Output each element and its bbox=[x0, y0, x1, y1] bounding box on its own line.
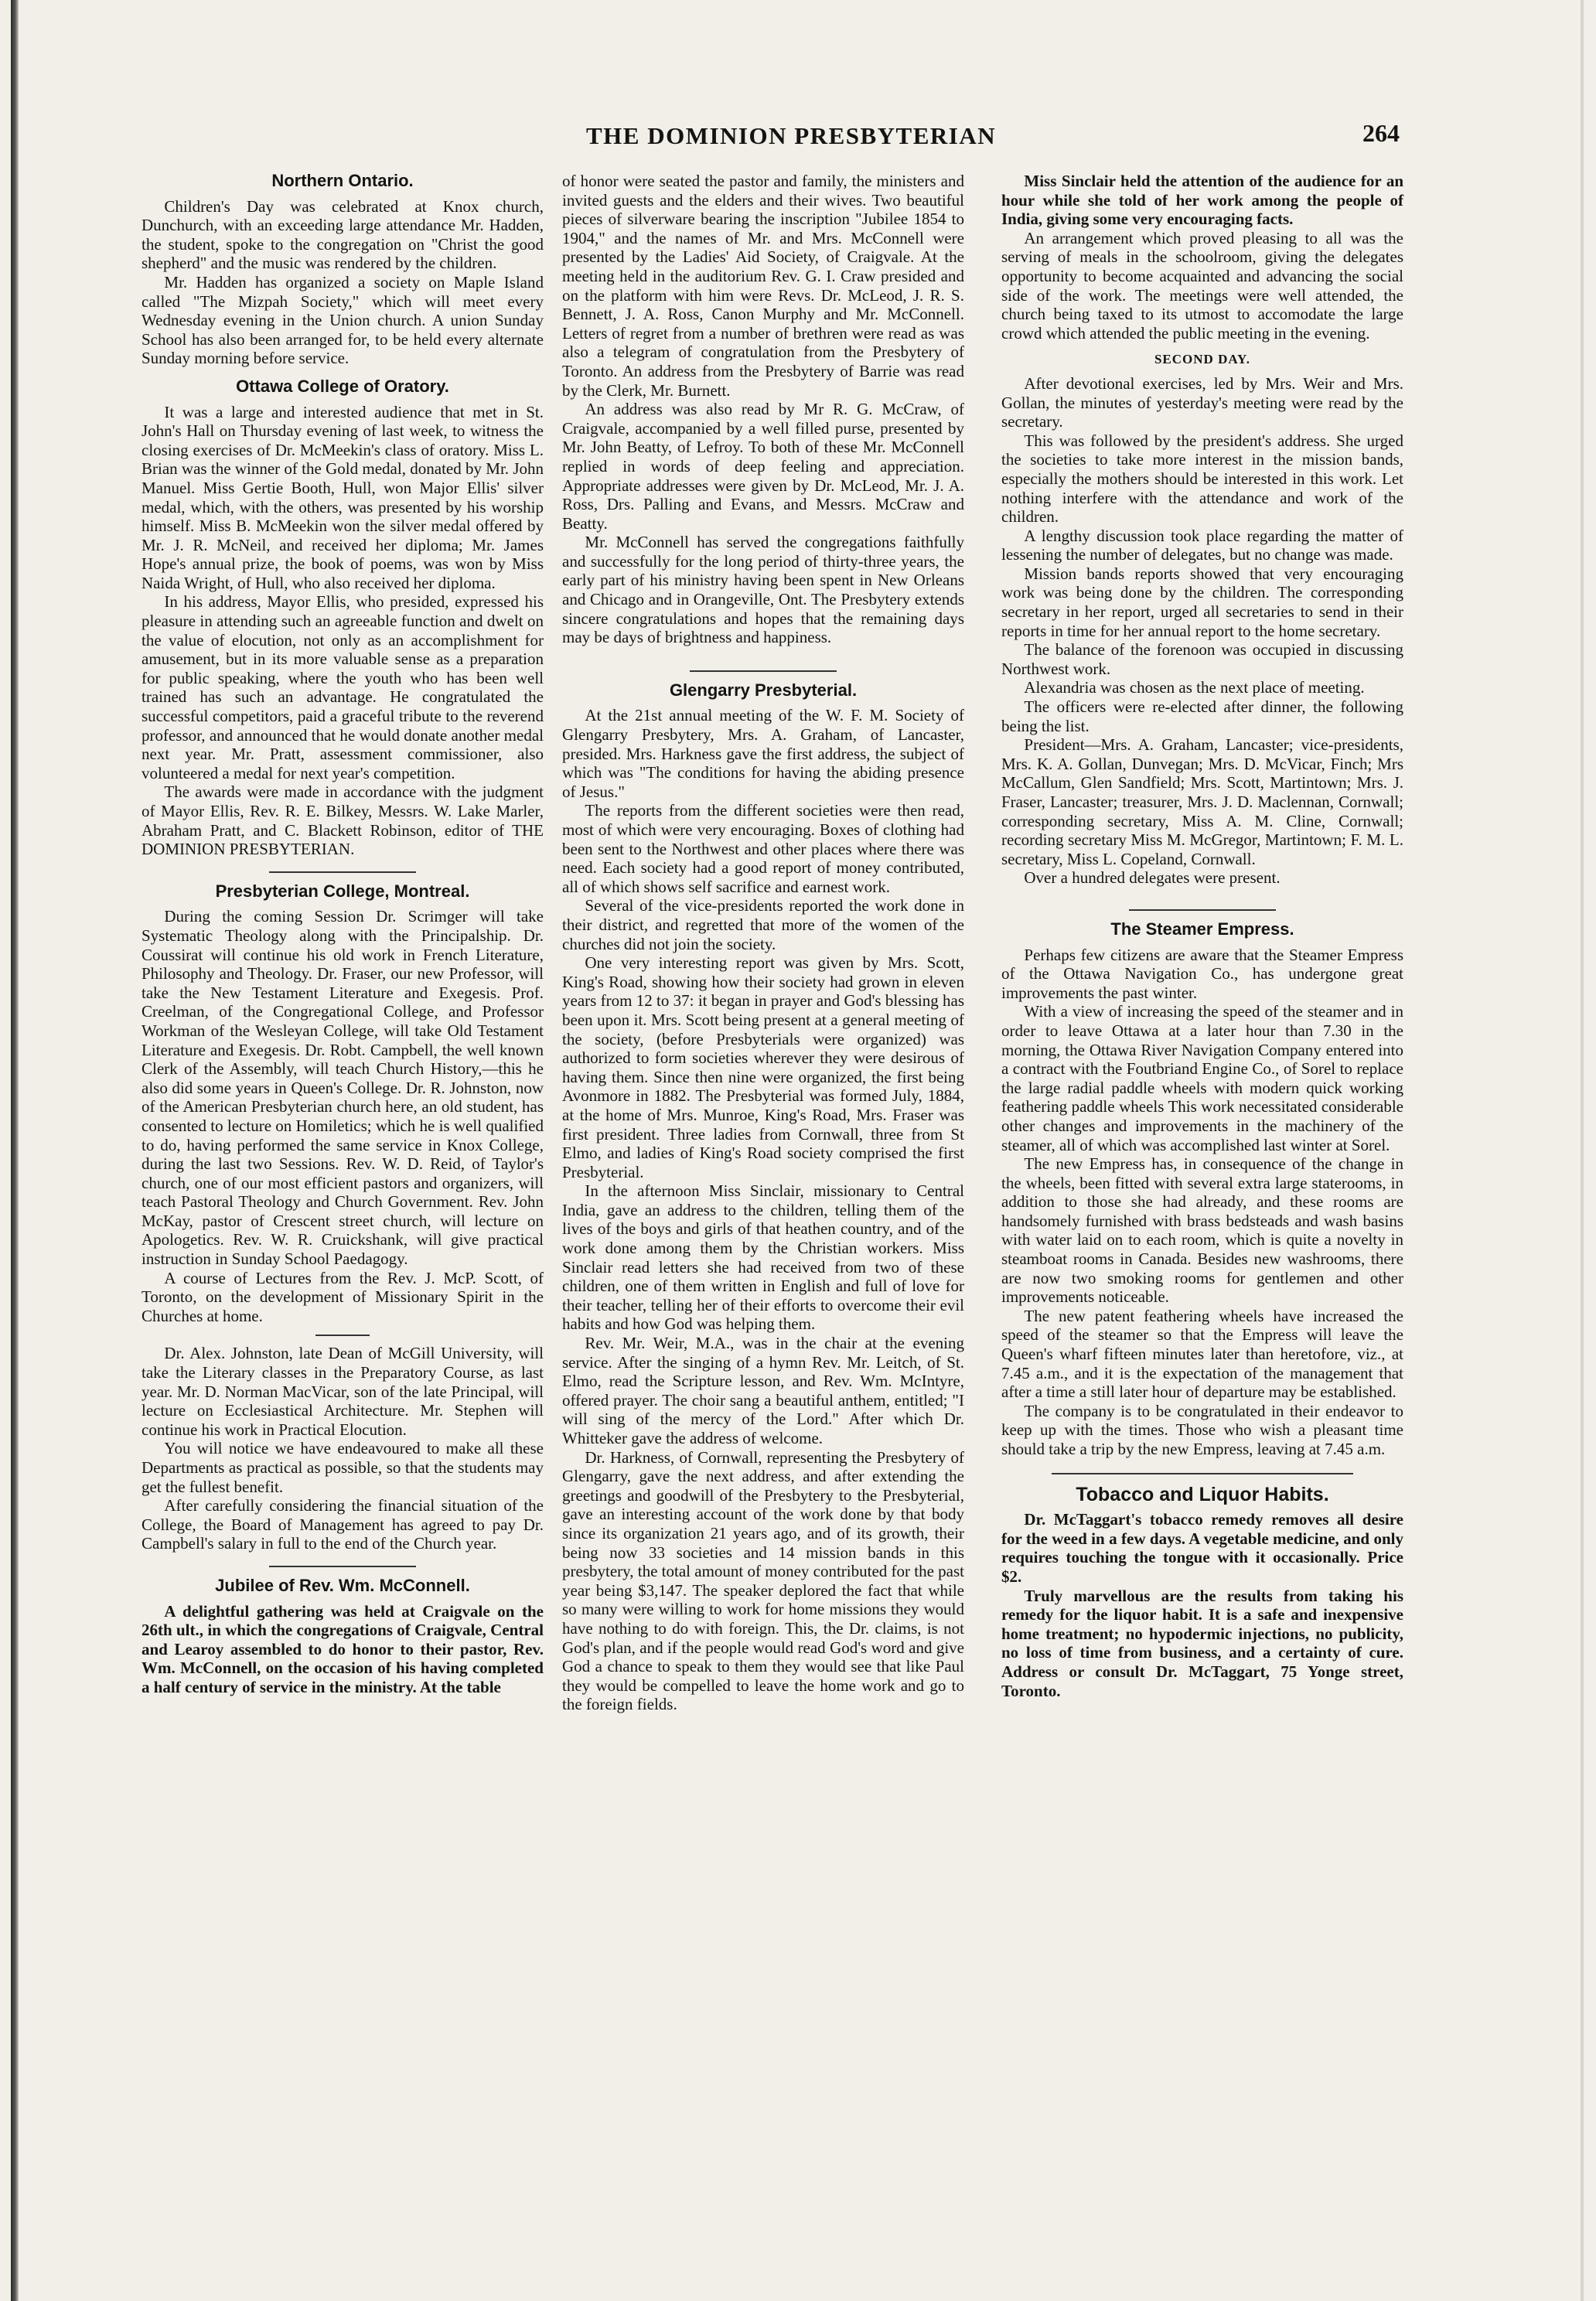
paragraph: Mr. McConnell has served the congregations faithfully and successfully for the long period of thirty-three years, the early part of his ministry having been spent in New Orleans and Chicago and in Orangeville, Ont. The Presbytery extends sincere congratulations and hopes that the remaining days may be days of brightness and happiness. bbox=[562, 533, 964, 647]
paragraph: At the 21st annual meeting of the W. F. M. Society of Glengarry Presbytery, Mrs. A. Graham, of Lancaster, presided. Mrs. Harkness gave the first address, the subject of which was "The conditions for having the abiding presence of Jesus." bbox=[562, 706, 964, 801]
paragraph: This was followed by the president's address. She urged the societies to take more interest in the mission bands, especially the mothers should be interested in this work. Let nothing interfere with the attendance and work of the children. bbox=[1001, 431, 1403, 527]
paragraph: One very interesting report was given by Mrs. Scott, King's Road, showing how their society had grown in eleven years from 12 to 37: it began in prayer and God's blessing has been upon it. Mrs. Scott being present at a general meeting of the society, (before Presbyterials were organized) was authorized to form societies wherever they were desirous of having them. Since then nine were organized, the first being Avonmore in 1882. The Presbyterial was formed July, 1884, at the home of Mrs. Munroe, King's Road, Mrs. Fraser was first president. Three ladies from Cornwall, three from St Elmo, and ladies of King's Road society comprised the first Presbyterial. bbox=[562, 953, 964, 1181]
paragraph: The new patent feathering wheels have increased the speed of the steamer so that the Empress will leave the Queen's wharf fifteen minutes later than heretofore, viz., at 7.45 a.m., and it is the expectation of the management that after a time a still later hour of departure may be established. bbox=[1001, 1306, 1403, 1402]
paragraph: After carefully considering the financial situation of the College, the Board of Management has agreed to pay Dr. Campbell's salary in full to the end of the Church year. bbox=[142, 1496, 544, 1553]
paragraph: The officers were re-elected after dinner, the following being the list. bbox=[1001, 697, 1403, 735]
paragraph: Mr. Hadden has organized a society on Maple Island called "The Mizpah Society," which will meet every Wednesday evening in the Union church. A union Sunday School has also been arranged for, to be held every alternate Sunday morning before service. bbox=[142, 272, 544, 368]
masthead bbox=[0, 119, 1596, 153]
paragraph: Dr. Harkness, of Cornwall, representing the Presbytery of Glengarry, gave the next address, and after extending the greetings and goodwill of the Presbytery to the Presbyterial, gave an interesting account of the work done by that body since its organization 21 years ago, and of its growth, their being now 33 societies and 14 mission bands in this presbytery, the total amount of money contributed for the past year being $3,147. The speaker deplored the fact that while so many were willing to work for home missions they would have nothing to do with foreign. This, the Dr. claims, is not God's plan, and if the people would read God's word and give God a chance to speak to them they would see that like Paul they would be compelled to leave the home work and go to the foreign fields. bbox=[562, 1447, 964, 1714]
column-2 bbox=[562, 172, 964, 1714]
article-heading-steamer-empress: The Steamer Empress. bbox=[1110, 919, 1294, 939]
paragraph: During the coming Session Dr. Scrimger will take Systematic Theology along with the Principalship. Dr. Coussirat will continue his old work in French Literature, Philosophy and Theology. Dr. Fraser, our new Professor, will take the New Testament Literature and Exegesis. Prof. Creelman, of the Congregational College, and Professor Workman of the Wesleyan College, will take Old Testament Literature and Exegesis. Dr. Robt. Campbell, the well known Clerk of the Assembly, will teach Church History,—this he also did some years in Queen's College. Dr. R. Johnston, now of the American Presbyterian church here, an old student, has consented to lecture on Homiletics; which he is well qualified to do, having performed the same service in Knox College, during the last two Sessions. Rev. W. D. Reid, of Taylor's church, one of our most efficient pastors and organizers, will teach Pastoral Theology and Church Government. Rev. John McKay, pastor of Crescent street church, will lecture on Apologetics. Rev. W. R. Cruickshank, will give practical instruction in Sunday School Paedagogy. bbox=[142, 907, 544, 1269]
paragraph: Children's Day was celebrated at Knox church, Dunchurch, with an exceeding large attendance Mr. Hadden, the student, spoke to the congregation on "Christ the good shepherd" and the music was rendered by the children. bbox=[142, 196, 544, 273]
paragraph: The balance of the forenoon was occupied in discussing Northwest work. bbox=[1001, 640, 1403, 678]
paragraph: The new Empress has, in consequence of the change in the wheels, been fitted with several extra large staterooms, in addition to those she had already, and these rooms are handsomely furnished with brass bedsteads and wash basins with water laid on to each room, which is quite a novelty in steamboat rooms in Canada. Besides new washrooms, there are now two smoking rooms for gentlemen and other improvements noticeable. bbox=[1001, 1154, 1403, 1307]
divider bbox=[1052, 1473, 1353, 1474]
scan-edge-right bbox=[1581, 0, 1584, 2301]
paragraph: The awards were made in accordance with the judgment of Mayor Ellis, Rev. R. E. Bilkey, Messrs. W. Lake Marler, Abraham Pratt, and C. Blackett Robinson, editor of THE DOMINION PRESBYTERIAN. bbox=[142, 782, 544, 859]
divider bbox=[1129, 909, 1276, 911]
article-heading-northern-ontario: Northern Ontario. bbox=[271, 171, 414, 190]
divider bbox=[269, 1566, 416, 1567]
paragraph: Mission bands reports showed that very encouraging work was being done by the children. The corresponding secretary in her report, urged all secretaries to send in their reports in time for her annual report to the home secretary. bbox=[1001, 564, 1403, 640]
page-number: 264 bbox=[1362, 119, 1400, 147]
article-heading-presbyterian-college: Presbyterian College, Montreal. bbox=[215, 881, 470, 901]
paragraph: After devotional exercises, led by Mrs. Weir and Mrs. Gollan, the minutes of yesterday's meeting were read by the secretary. bbox=[1001, 373, 1403, 431]
paragraph: of honor were seated the pastor and family, the ministers and invited guests and the elders and their wives. Two beautiful pieces of silverware bearing the inscription "Jubilee 1854 to 1904," and the names of Mr. and Mrs. McConnell were presented by the Ladies' Aid Society, of Craigvale. At the meeting held in the auditorium Rev. G. I. Craw presided and on the platform with him were Revs. Dr. McLeod, J. R. S. Bennett, J. A. Ross, Canon Murphy and Mr. McConnell. Letters of regret from a number of brethren were read as was also a telegram of congratulation from the Presbytery of Toronto. An address from the Presbytery of Barrie was read by the Clerk, Mr. Burnett. bbox=[562, 172, 964, 400]
paragraph: Over a hundred delegates were present. bbox=[1024, 868, 1281, 888]
newspaper-title: THE DOMINION PRESBYTERIAN bbox=[586, 122, 997, 149]
paragraph: Dr. Alex. Johnston, late Dean of McGill University, will take the Literary classes in the Preparatory Course, as last year. Mr. D. Norman MacVicar, son of the late Principal, will lecture on Ecclesiastical Architecture. Mr. Stephen will continue his work in Practical Elocution. bbox=[142, 1344, 544, 1439]
divider bbox=[315, 1335, 370, 1336]
paragraph: Dr. McTaggart's tobacco remedy removes all desire for the weed in a few days. A vegetable medicine, and only requires touching the tongue with it occasionally. Price $2. bbox=[1001, 1510, 1403, 1586]
column-1 bbox=[142, 172, 544, 1697]
article-heading-ottawa-college: Ottawa College of Oratory. bbox=[236, 376, 449, 396]
paragraph: Perhaps few citizens are aware that the Steamer Empress of the Ottawa Navigation Co., has undergone great improvements the past winter. bbox=[1001, 945, 1403, 1002]
paragraph: The company is to be congratulated in their endeavor to keep up with the times. Those who wish a pleasant time should take a trip by the new Empress, leaving at 7.45 a.m. bbox=[1001, 1401, 1403, 1458]
paragraph: With a view of increasing the speed of the steamer and in order to leave Ottawa at a later hour than 7.30 in the morning, the Ottawa River Navigation Company entered into a contract with the Foutbriand Engine Co., of Sorel to replace the large radial paddle wheels with modern quick working feathering paddle wheels This work necessitated considerable other changes and improvements in the machinery of the steamer, all of which was accomplished last winter at Sorel. bbox=[1001, 1002, 1403, 1154]
paragraph: Miss Sinclair held the attention of the audience for an hour while she told of her work among the people of India, giving some very encouraging facts. bbox=[1001, 172, 1403, 229]
article-heading-tobacco: Tobacco and Liquor Habits. bbox=[1076, 1483, 1329, 1505]
paragraph: A course of Lectures from the Rev. J. McP. Scott, of Toronto, on the development of Missionary Spirit in the Churches at home. bbox=[142, 1268, 544, 1325]
paragraph: In the afternoon Miss Sinclair, missionary to Central India, gave an address to the children, telling them of the lives of the boys and girls of that heathen country, and of the work done among them by the Christian workers. Miss Sinclair read letters she had received from two of these children, one of them written in English and full of love for their teacher, telling her of their efforts to overcome their evil habits and how God was helping them. bbox=[562, 1181, 964, 1334]
divider bbox=[690, 670, 837, 672]
paragraph: Truly marvellous are the results from taking his remedy for the liquor habit. It is a safe and inexpensive home treatment; no hypodermic injections, no publicity, no loss of time from business, and a certainty of cure. Address or consult Dr. McTaggart, 75 Yonge street, Toronto. bbox=[1001, 1586, 1403, 1700]
paragraph: Alexandria was chosen as the next place of meeting. bbox=[1024, 678, 1365, 697]
subheading-second-day: SECOND DAY. bbox=[1154, 352, 1251, 367]
paragraph: It was a large and interested audience that met in St. John's Hall on Thursday evening of last week, to witness the closing exercises of Dr. McMeekin's class of oratory. Miss L. Brian was the winner of the Gold medal, donated by Mr. John Manuel. Miss Gertie Booth, Hull, won Major Ellis' silver medal, which, with the others, was presented by his worship himself. Miss B. McMeekin won the silver medal offered by Mr. J. R. McNeil, and received her diploma; Mr. James Hope's annual prize, the book of poems, was won by Miss Naida Wright, of Hull, who also received her diploma. bbox=[142, 402, 544, 592]
article-heading-jubilee: Jubilee of Rev. Wm. McConnell. bbox=[215, 1575, 470, 1595]
paragraph: The reports from the different societies were then read, most of which were very encouraging. Boxes of clothing had been sent to the Northwest and other places where there was need. Each society had a good report of money contributed, all of which shows self sacrifice and earnest work. bbox=[562, 801, 964, 896]
paragraph: Rev. Mr. Weir, M.A., was in the chair at the evening service. After the singing of a hymn Rev. Mr. Leitch, of St. Elmo, read the Scripture lesson, and Rev. Wm. McIntyre, offered prayer. The choir sang a beautiful anthem, entitled; "I will sing of the mercy of the Lord." After which Dr. Whitteker gave the address of welcome. bbox=[562, 1334, 964, 1447]
paragraph: A lengthy discussion took place regarding the matter of lessening the number of delegates, but no change was made. bbox=[1001, 526, 1403, 564]
paragraph: You will notice we have endeavoured to make all these Departments as practical as possible, so that the students may get the fullest benefit. bbox=[142, 1439, 544, 1496]
paragraph: An address was also read by Mr R. G. McCraw, of Craigvale, accompanied by a well filled purse, presented by Mr. John Beatty, of Lefroy. To both of these Mr. McConnell replied in words of deep feeling and appreciation. Appropriate addresses were given by Dr. McLeod, Mr. J. A. Ross, Drs. Palling and Evans, and Messrs. McCraw and Beatty. bbox=[562, 400, 964, 533]
scan-edge-left bbox=[11, 0, 19, 2301]
paragraph: President—Mrs. A. Graham, Lancaster; vice-presidents, Mrs. K. A. Gollan, Dunvegan; Mrs. D. McVicar, Finch; Mrs McCallum, Glen Sandfield; Mrs. Scott, Martintown; Mrs. J. Fraser, Lancaster; treasurer, Mrs. J. D. Maclennan, Cornwall; corresponding secretary, Miss A. M. Cline, Cornwall; recording secretary Miss M. McGregor, Martintown; F. M. L. secretary, Miss L. Copeland, Cornwall. bbox=[1001, 735, 1403, 868]
divider bbox=[269, 871, 416, 873]
paragraph: An arrangement which proved pleasing to all was the serving of meals in the schoolroom, giving the delegates opportunity to become acquainted and advancing the social side of the work. The meetings were well attended, the church being taxed to its utmost to accomodate the large crowd which attended the public meeting in the evening. bbox=[1001, 228, 1403, 343]
paragraph: In his address, Mayor Ellis, who presided, expressed his pleasure in attending such an agreeable function and dwelt on the value of elocution, not only as an accomplishment for amusement, but in its more valuable sense as a preparation for public speaking, where the youth who has been well trained has such an advantage. He congratulated the successful competitors, paid a graceful tribute to the reverend professor, and announced that he would donate another medal next year. Mr. Pratt, assessment commissioner, also volunteered a medal for next year's competition. bbox=[142, 592, 544, 782]
article-heading-glengarry: Glengarry Presbyterial. bbox=[669, 680, 858, 700]
column-3 bbox=[1001, 172, 1403, 1700]
paragraph: A delightful gathering was held at Craigvale on the 26th ult., in which the congregations of Craigvale, Central and Learoy assembled to do honor to their pastor, Rev. Wm. McConnell, on the occasion of his having completed a half century of service in the ministry. At the table bbox=[142, 1601, 544, 1696]
paragraph: Several of the vice-presidents reported the work done in their district, and regretted that more of the women of the churches did not join the society. bbox=[562, 896, 964, 953]
